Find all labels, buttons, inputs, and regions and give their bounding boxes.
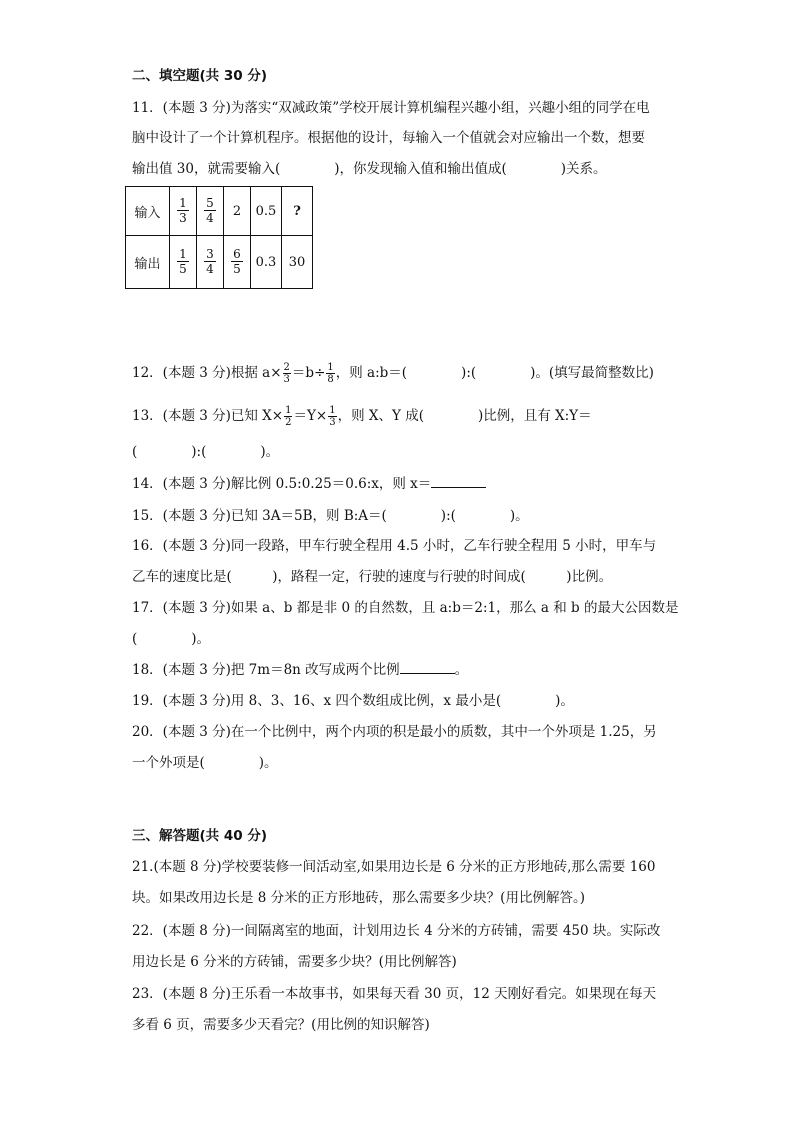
q15: 15．(本题 3 分)已知 3A＝5B，则 B:A＝( ):( )。	[132, 508, 529, 524]
row-label-output: 输出	[126, 236, 170, 289]
q11-line1: 11．(本题 3 分)为落实“双减政策”学校开展计算机编程兴趣小组，兴趣小组的同学在电	[132, 100, 650, 116]
fraction: $\frac{1}{2}$	[285, 405, 292, 428]
table-cell: 30	[282, 236, 313, 289]
q14: 14．(本题 3 分)解比例 0.5:0.25＝0.6:x，则 x＝	[132, 474, 486, 494]
table-cell: 0.3	[251, 236, 282, 289]
input-output-table	[125, 186, 313, 289]
answer-blank	[431, 475, 486, 488]
table-row-input	[126, 187, 313, 236]
table-cell: $\frac{3}{4}$	[197, 236, 224, 289]
table-cell: $\frac{5}{4}$	[197, 187, 224, 236]
fraction: $\frac{2}{3}$	[283, 362, 290, 385]
answer-blank	[400, 661, 455, 674]
table-cell: 2	[224, 187, 251, 236]
q17-line2: ( )。	[132, 631, 211, 647]
table-cell: $\frac{1}{3}$	[170, 187, 197, 236]
table-row-output	[126, 236, 313, 289]
table-cell: $\frac{1}{5}$	[170, 236, 197, 289]
q13-line2: ( ):( )。	[132, 444, 280, 460]
table-cell-unknown: ?	[282, 187, 313, 236]
q22-line1: 22．(本题 8 分)一间隔离室的地面，计划用边长 4 分米的方砖铺，需要 450 块。实际改	[132, 923, 661, 939]
row-label-input: 输入	[126, 187, 170, 236]
q18: 18．(本题 3 分)把 7m＝8n 改写成两个比例 。	[132, 662, 469, 678]
section-heading-answer: 三、解答题(共 40 分)	[132, 828, 268, 844]
table-cell: $\frac{6}{5}$	[224, 236, 251, 289]
q21-line2: 块。如果改用边长是 8 分米的正方形地砖，那么需要多少块？(用比例解答。)	[132, 890, 585, 906]
q17-line1: 17．(本题 3 分)如果 a、b 都是非 0 的自然数，且 a:b＝2:1，那么 a 和 b 的最大公因数是	[132, 600, 679, 616]
fraction: $\frac{1}{8}$	[327, 362, 334, 385]
q23-line2: 多看 6 页，需要多少天看完？(用比例的知识解答)	[132, 1017, 430, 1033]
q11-line3: 输出值 30，就需要输入( )，你发现输入值和输出值成( )关系。	[132, 161, 607, 177]
fraction: $\frac{1}{3}$	[329, 405, 336, 428]
q20-line2: 一个外项是( )。	[132, 755, 278, 771]
table-cell: 0.5	[251, 187, 282, 236]
q20-line1: 20．(本题 3 分)在一个比例中，两个内项的积是最小的质数，其中一个外项是 1.25，另	[132, 724, 657, 740]
section-heading-fill-blank: 二、填空题(共 30 分)	[132, 68, 268, 84]
q16-line1: 16．(本题 3 分)同一段路，甲车行驶全程用 4.5 小时，乙车行驶全程用 5 小时，甲车与	[132, 538, 657, 554]
q21-line1: 21.(本题 8 分)学校要装修一间活动室,如果用边长是 6 分米的正方形地砖,那么需要 160	[132, 859, 656, 875]
q12: 12．(本题 3 分)根据 a× $\frac{2}{3}$ ＝b÷ $\frac{1}{8}$ ，则 a:b＝( ):( )。(填写最简整数比)	[132, 362, 654, 385]
q11-line2: 脑中设计了一个计算机程序。根据他的设计，每输入一个值就会对应输出一个数，想要	[132, 130, 645, 146]
q19: 19．(本题 3 分)用 8、3、16、x 四个数组成比例，x 最小是( )。	[132, 693, 574, 709]
q23-line1: 23．(本题 8 分)王乐看一本故事书，如果每天看 30 页，12 天刚好看完。如果现在每天	[132, 986, 657, 1002]
q13-line1: 13．(本题 3 分)已知 X× $\frac{1}{2}$ ＝Y× $\frac{1}{3}$ ，则 X、Y 成( )比例，且有 X:Y＝	[132, 405, 592, 428]
q22-line2: 用边长是 6 分米的方砖铺，需要多少块？(用比例解答)	[132, 954, 457, 970]
q16-line2: 乙车的速度比是( )，路程一定，行驶的速度与行驶的时间成( )比例。	[132, 569, 613, 585]
